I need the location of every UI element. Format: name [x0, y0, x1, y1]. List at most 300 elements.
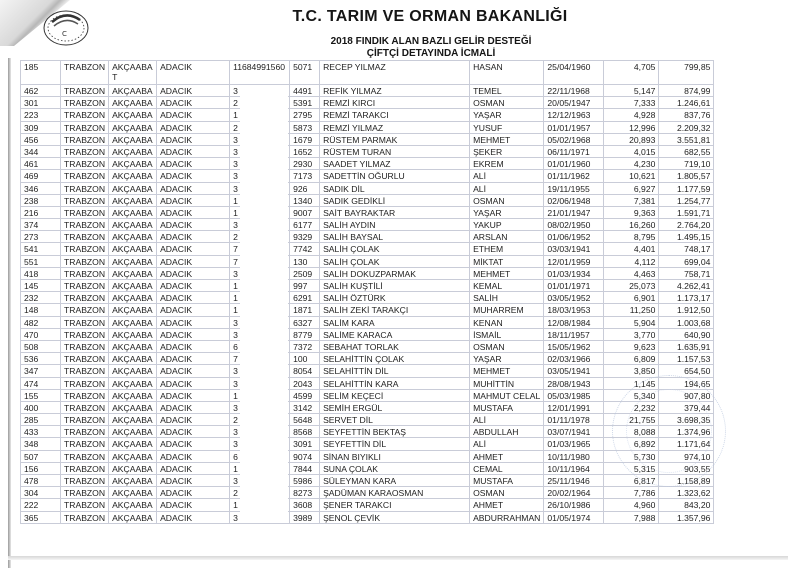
farmer-code-cell: 1679 — [290, 133, 320, 145]
farmer-code-cell: 100 — [290, 353, 320, 365]
id-number-cell: 3 — [230, 475, 290, 487]
village-cell: ADACIK — [157, 206, 230, 218]
province-cell: TRABZON — [61, 353, 109, 365]
id-number-cell: 2 — [230, 414, 290, 426]
table-row — [21, 426, 714, 438]
area-cell: 4,015 — [604, 145, 659, 157]
birth-date-cell: 03/05/1952 — [544, 292, 604, 304]
province-cell: TRABZON — [61, 194, 109, 206]
area-cell: 6,892 — [604, 438, 659, 450]
province-cell: TRABZON — [61, 206, 109, 218]
father-name-cell: ALİ — [470, 414, 544, 426]
province-cell: TRABZON — [61, 243, 109, 255]
row-number-cell: 374 — [21, 219, 61, 231]
farmer-code-cell: 9074 — [290, 450, 320, 462]
farmer-name-cell: SALİH AYDIN — [320, 219, 470, 231]
id-number-cell: 1 — [230, 206, 290, 218]
farmer-code-cell: 1871 — [290, 304, 320, 316]
payment-amount-cell: 699,04 — [659, 255, 714, 267]
father-name-cell: ABDULLAH — [470, 426, 544, 438]
district-cell: AKÇAABA — [109, 280, 157, 292]
subtitle-line-1: 2018 FINDIK ALAN BAZLI GELİR DESTEĞİ — [330, 36, 532, 47]
payment-amount-cell: 837,76 — [659, 109, 714, 121]
table-row — [21, 97, 714, 109]
district-cell: AKÇAABA — [109, 194, 157, 206]
village-cell: ADACIK — [157, 267, 230, 279]
province-cell: TRABZON — [61, 438, 109, 450]
payment-amount-cell: 1.173,17 — [659, 292, 714, 304]
table-row — [21, 475, 714, 487]
province-cell: TRABZON — [61, 170, 109, 182]
payment-amount-cell: 1.635,91 — [659, 340, 714, 352]
birth-date-cell: 03/03/1941 — [544, 243, 604, 255]
village-cell: ADACIK — [157, 401, 230, 413]
area-cell: 7,381 — [604, 194, 659, 206]
district-cell: AKÇAABA — [109, 414, 157, 426]
area-cell: 10,621 — [604, 170, 659, 182]
farmer-name-cell: SAADET YILMAZ — [320, 158, 470, 170]
province-cell: TRABZON — [61, 389, 109, 401]
seal-letter: C — [62, 30, 67, 38]
page-edge-bottom — [8, 556, 788, 560]
payment-amount-cell: 1.495,15 — [659, 231, 714, 243]
id-number-cell: 3 — [230, 328, 290, 340]
redacted-id-region — [240, 85, 288, 524]
table-row — [21, 511, 714, 523]
area-cell: 3,770 — [604, 328, 659, 340]
row-number-cell: 222 — [21, 499, 61, 511]
father-name-cell: OSMAN — [470, 340, 544, 352]
row-number-cell: 348 — [21, 438, 61, 450]
farmer-code-cell: 8568 — [290, 426, 320, 438]
farmer-name-cell: SÜLEYMAN KARA — [320, 475, 470, 487]
district-cell: AKÇAABA — [109, 170, 157, 182]
table-row — [21, 340, 714, 352]
farmer-code-cell: 3142 — [290, 401, 320, 413]
birth-date-cell: 12/08/1984 — [544, 316, 604, 328]
area-cell: 20,893 — [604, 133, 659, 145]
row-number-cell: 304 — [21, 487, 61, 499]
father-name-cell: KENAN — [470, 316, 544, 328]
farmer-name-cell: SALİH KUŞTİLİ — [320, 280, 470, 292]
district-cell: AKÇAABA — [109, 255, 157, 267]
village-cell: ADACIK — [157, 121, 230, 133]
area-cell: 4,928 — [604, 109, 659, 121]
table-row — [21, 243, 714, 255]
village-cell: ADACIK — [157, 158, 230, 170]
province-cell: TRABZON — [61, 511, 109, 523]
row-number-cell: 145 — [21, 280, 61, 292]
birth-date-cell: 03/07/1941 — [544, 426, 604, 438]
province-cell: TRABZON — [61, 280, 109, 292]
farmer-code-cell: 6177 — [290, 219, 320, 231]
row-number-cell: 301 — [21, 97, 61, 109]
district-cell: AKÇAABA — [109, 304, 157, 316]
payment-amount-cell: 1.171,64 — [659, 438, 714, 450]
village-cell: ADACIK — [157, 438, 230, 450]
province-cell: TRABZON — [61, 267, 109, 279]
birth-date-cell: 18/03/1953 — [544, 304, 604, 316]
payment-amount-cell: 1.003,68 — [659, 316, 714, 328]
table-row — [21, 377, 714, 389]
farmer-name-cell: SALİH ÖZTÜRK — [320, 292, 470, 304]
id-number-cell: 3 — [230, 377, 290, 389]
village-cell: ADACIK — [157, 219, 230, 231]
district-cell: AKÇAABA — [109, 475, 157, 487]
row-number-cell: 469 — [21, 170, 61, 182]
id-number-cell: 1 — [230, 109, 290, 121]
district-cell: AKÇAABA — [109, 426, 157, 438]
birth-date-cell: 28/08/1943 — [544, 377, 604, 389]
payment-amount-cell: 1.374,96 — [659, 426, 714, 438]
area-cell: 8,088 — [604, 426, 659, 438]
farmer-summary-table — [20, 60, 714, 524]
id-number-cell: 11684991560 — [230, 61, 290, 85]
village-cell: ADACIK — [157, 170, 230, 182]
farmer-code-cell: 926 — [290, 182, 320, 194]
farmer-name-cell: SELİM KEÇECİ — [320, 389, 470, 401]
table-row — [21, 170, 714, 182]
village-cell: ADACIK — [157, 145, 230, 157]
row-number-cell: 508 — [21, 340, 61, 352]
province-cell: TRABZON — [61, 328, 109, 340]
area-cell: 3,850 — [604, 365, 659, 377]
province-cell: TRABZON — [61, 340, 109, 352]
id-number-cell: 3 — [230, 133, 290, 145]
farmer-code-cell: 3989 — [290, 511, 320, 523]
farmer-name-cell: SALİH ÇOLAK — [320, 243, 470, 255]
birth-date-cell: 01/01/1971 — [544, 280, 604, 292]
id-number-cell: 1 — [230, 304, 290, 316]
farmer-name-cell: SADIK DİL — [320, 182, 470, 194]
farmer-name-cell: REFİK YILMAZ — [320, 85, 470, 97]
payment-amount-cell: 3.698,35 — [659, 414, 714, 426]
village-cell: ADACIK — [157, 304, 230, 316]
payment-amount-cell: 1.254,77 — [659, 194, 714, 206]
area-cell: 5,147 — [604, 85, 659, 97]
payment-amount-cell: 907,80 — [659, 389, 714, 401]
district-cell: AKÇAABA — [109, 401, 157, 413]
farmer-name-cell: ŞENOL ÇEVİK — [320, 511, 470, 523]
area-cell: 9,623 — [604, 340, 659, 352]
village-cell: ADACIK — [157, 85, 230, 97]
village-cell: ADACIK — [157, 487, 230, 499]
district-cell: AKÇAABA — [109, 340, 157, 352]
row-number-cell: 474 — [21, 377, 61, 389]
id-number-cell: 7 — [230, 255, 290, 267]
father-name-cell: MEHMET — [470, 365, 544, 377]
farmer-name-cell: REMZİ KIRCI — [320, 97, 470, 109]
farmer-code-cell: 1340 — [290, 194, 320, 206]
farmer-name-cell: SAİT BAYRAKTAR — [320, 206, 470, 218]
farmer-name-cell: SEYFETTİN BEKTAŞ — [320, 426, 470, 438]
birth-date-cell: 18/11/1957 — [544, 328, 604, 340]
id-number-cell: 7 — [230, 243, 290, 255]
payment-amount-cell: 1.177,59 — [659, 182, 714, 194]
payment-amount-cell: 1.591,71 — [659, 206, 714, 218]
district-cell: AKÇAABA — [109, 316, 157, 328]
area-cell: 21,755 — [604, 414, 659, 426]
province-cell: TRABZON — [61, 414, 109, 426]
farmer-code-cell: 2043 — [290, 377, 320, 389]
birth-date-cell: 01/06/1952 — [544, 231, 604, 243]
row-number-cell: 273 — [21, 231, 61, 243]
district-cell: AKÇAABA — [109, 438, 157, 450]
payment-amount-cell: 874,99 — [659, 85, 714, 97]
father-name-cell: AHMET — [470, 499, 544, 511]
district-cell: AKÇAABA — [109, 133, 157, 145]
table-row — [21, 292, 714, 304]
province-cell: TRABZON — [61, 255, 109, 267]
farmer-name-cell: RECEP YILMAZ — [320, 61, 470, 85]
table-row — [21, 231, 714, 243]
area-cell: 6,901 — [604, 292, 659, 304]
row-number-cell: 347 — [21, 365, 61, 377]
father-name-cell: ŞEKER — [470, 145, 544, 157]
father-name-cell: YAKUP — [470, 219, 544, 231]
area-cell: 9,363 — [604, 206, 659, 218]
farmer-code-cell: 7844 — [290, 462, 320, 474]
father-name-cell: HASAN — [470, 61, 544, 85]
table-row — [21, 316, 714, 328]
province-cell: TRABZON — [61, 316, 109, 328]
id-number-cell: 3 — [230, 182, 290, 194]
row-number-cell: 433 — [21, 426, 61, 438]
province-cell: TRABZON — [61, 145, 109, 157]
row-number-cell: 156 — [21, 462, 61, 474]
id-number-cell: 3 — [230, 365, 290, 377]
payment-amount-cell: 974,10 — [659, 450, 714, 462]
area-cell: 4,401 — [604, 243, 659, 255]
farmer-name-cell: SEYFETTİN DİL — [320, 438, 470, 450]
village-cell: ADACIK — [157, 243, 230, 255]
farmer-code-cell: 9007 — [290, 206, 320, 218]
id-number-cell: 2 — [230, 97, 290, 109]
area-cell: 1,145 — [604, 377, 659, 389]
village-cell: ADACIK — [157, 231, 230, 243]
province-cell: TRABZON — [61, 475, 109, 487]
table-row — [21, 365, 714, 377]
row-number-cell: 309 — [21, 121, 61, 133]
payment-amount-cell: 654,50 — [659, 365, 714, 377]
id-number-cell: 3 — [230, 511, 290, 523]
father-name-cell: MEHMET — [470, 267, 544, 279]
province-cell: TRABZON — [61, 133, 109, 145]
province-cell: TRABZON — [61, 219, 109, 231]
village-cell: ADACIK — [157, 328, 230, 340]
district-cell: AKÇAABA — [109, 353, 157, 365]
farmer-name-cell: SALİH ÇOLAK — [320, 255, 470, 267]
father-name-cell: ABDURRAHMAN — [470, 511, 544, 523]
row-number-cell: 456 — [21, 133, 61, 145]
area-cell: 6,817 — [604, 475, 659, 487]
id-number-cell: 1 — [230, 462, 290, 474]
farmer-code-cell: 7372 — [290, 340, 320, 352]
district-cell: AKÇAABA — [109, 97, 157, 109]
farmer-name-cell: SALİME KARACA — [320, 328, 470, 340]
row-number-cell: 536 — [21, 353, 61, 365]
district-cell: AKÇAABA — [109, 267, 157, 279]
district-cell: AKÇAABA — [109, 487, 157, 499]
village-cell: ADACIK — [157, 377, 230, 389]
row-number-cell: 478 — [21, 475, 61, 487]
birth-date-cell: 08/02/1950 — [544, 219, 604, 231]
birth-date-cell: 01/03/1965 — [544, 438, 604, 450]
birth-date-cell: 01/05/1974 — [544, 511, 604, 523]
id-number-cell: 2 — [230, 121, 290, 133]
father-name-cell: EKREM — [470, 158, 544, 170]
farmer-code-cell: 5391 — [290, 97, 320, 109]
district-cell: AKÇAABA — [109, 389, 157, 401]
father-name-cell: ALİ — [470, 182, 544, 194]
father-name-cell: ALİ — [470, 438, 544, 450]
area-cell: 4,705 — [604, 61, 659, 85]
farmer-name-cell: SALİH BAYSAL — [320, 231, 470, 243]
farmer-name-cell: RÜSTEM PARMAK — [320, 133, 470, 145]
id-number-cell: 3 — [230, 158, 290, 170]
area-cell: 25,073 — [604, 280, 659, 292]
row-number-cell: 461 — [21, 158, 61, 170]
area-cell: 16,260 — [604, 219, 659, 231]
id-number-cell: 1 — [230, 194, 290, 206]
table-row — [21, 462, 714, 474]
village-cell: ADACIK — [157, 109, 230, 121]
area-cell: 2,232 — [604, 401, 659, 413]
table-row — [21, 389, 714, 401]
payment-amount-cell: 719,10 — [659, 158, 714, 170]
district-cell: AKÇAABA — [109, 377, 157, 389]
birth-date-cell: 25/11/1946 — [544, 475, 604, 487]
district-cell: AKÇAABA — [109, 158, 157, 170]
farmer-code-cell: 7173 — [290, 170, 320, 182]
district-cell: AKÇAABA — [109, 231, 157, 243]
district-cell: AKÇAABA — [109, 145, 157, 157]
father-name-cell: MUHİTTİN — [470, 377, 544, 389]
table-row — [21, 158, 714, 170]
village-cell: ADACIK — [157, 426, 230, 438]
province-cell: TRABZON — [61, 292, 109, 304]
birth-date-cell: 02/06/1948 — [544, 194, 604, 206]
area-cell: 5,315 — [604, 462, 659, 474]
village-cell: ADACIK — [157, 97, 230, 109]
farmer-name-cell: SUNA ÇOLAK — [320, 462, 470, 474]
village-cell: ADACIK — [157, 353, 230, 365]
payment-amount-cell: 3.551,81 — [659, 133, 714, 145]
row-number-cell: 541 — [21, 243, 61, 255]
village-cell: ADACIK — [157, 475, 230, 487]
district-cell: AKÇAABA — [109, 450, 157, 462]
farmer-code-cell: 997 — [290, 280, 320, 292]
farmer-code-cell: 7742 — [290, 243, 320, 255]
table-row — [21, 304, 714, 316]
village-cell: ADACIK — [157, 462, 230, 474]
birth-date-cell: 01/03/1934 — [544, 267, 604, 279]
table-row — [21, 182, 714, 194]
father-name-cell: AHMET — [470, 450, 544, 462]
village-cell: ADACIK — [157, 280, 230, 292]
farmer-code-cell: 5648 — [290, 414, 320, 426]
father-name-cell: MAHMUT CELAL — [470, 389, 544, 401]
district-cell: AKÇAABA — [109, 109, 157, 121]
birth-date-cell: 19/11/1955 — [544, 182, 604, 194]
id-number-cell: 3 — [230, 219, 290, 231]
birth-date-cell: 12/01/1959 — [544, 255, 604, 267]
payment-amount-cell: 1.323,62 — [659, 487, 714, 499]
row-number-cell: 551 — [21, 255, 61, 267]
farmer-code-cell: 3091 — [290, 438, 320, 450]
district-cell: AKÇAABA — [109, 243, 157, 255]
district-cell: AKÇAABA — [109, 365, 157, 377]
table-row — [21, 85, 714, 97]
farmer-name-cell: SEBAHAT TORLAK — [320, 340, 470, 352]
farmer-code-cell: 6327 — [290, 316, 320, 328]
table-row — [21, 414, 714, 426]
farmer-code-cell: 4491 — [290, 85, 320, 97]
birth-date-cell: 25/04/1960 — [544, 61, 604, 85]
row-number-cell: 365 — [21, 511, 61, 523]
table-row — [21, 328, 714, 340]
area-cell: 5,340 — [604, 389, 659, 401]
father-name-cell: MİKTAT — [470, 255, 544, 267]
father-name-cell: YAŞAR — [470, 109, 544, 121]
father-name-cell: MEHMET — [470, 133, 544, 145]
row-number-cell: 482 — [21, 316, 61, 328]
father-name-cell: MUHARREM — [470, 304, 544, 316]
farmer-code-cell: 5873 — [290, 121, 320, 133]
birth-date-cell: 21/01/1947 — [544, 206, 604, 218]
father-name-cell: YAŞAR — [470, 353, 544, 365]
province-cell: TRABZON — [61, 499, 109, 511]
payment-amount-cell: 1.805,57 — [659, 170, 714, 182]
farmer-name-cell: SERVET DİL — [320, 414, 470, 426]
farmer-code-cell: 1652 — [290, 145, 320, 157]
payment-amount-cell: 758,71 — [659, 267, 714, 279]
payment-amount-cell: 640,90 — [659, 328, 714, 340]
farmer-code-cell: 8273 — [290, 487, 320, 499]
district-cell: AKÇAABA — [109, 121, 157, 133]
area-cell: 12,996 — [604, 121, 659, 133]
row-number-cell: 185 — [21, 61, 61, 85]
farmer-name-cell: RÜSTEM TURAN — [320, 145, 470, 157]
village-cell: ADACIK — [157, 511, 230, 523]
payment-amount-cell: 1.157,53 — [659, 353, 714, 365]
district-cell: AKÇAABA — [109, 511, 157, 523]
payment-amount-cell: 1.912,50 — [659, 304, 714, 316]
province-cell: TRABZON — [61, 182, 109, 194]
birth-date-cell: 26/10/1986 — [544, 499, 604, 511]
father-name-cell: ARSLAN — [470, 231, 544, 243]
payment-amount-cell: 194,65 — [659, 377, 714, 389]
page-subtitle — [0, 36, 800, 60]
birth-date-cell: 22/11/1968 — [544, 85, 604, 97]
table-row — [21, 438, 714, 450]
father-name-cell: CEMAL — [470, 462, 544, 474]
farmer-name-cell: SELAHİTTİN KARA — [320, 377, 470, 389]
payment-amount-cell: 4.262,41 — [659, 280, 714, 292]
village-cell: ADACIK — [157, 389, 230, 401]
birth-date-cell: 05/03/1985 — [544, 389, 604, 401]
farmer-name-cell: SİNAN BIYIKLI — [320, 450, 470, 462]
area-cell: 5,730 — [604, 450, 659, 462]
farmer-code-cell: 8779 — [290, 328, 320, 340]
row-number-cell: 400 — [21, 401, 61, 413]
id-number-cell: 3 — [230, 316, 290, 328]
farmer-code-cell: 2930 — [290, 158, 320, 170]
area-cell: 4,112 — [604, 255, 659, 267]
farmer-code-cell: 2795 — [290, 109, 320, 121]
table-row — [21, 267, 714, 279]
father-name-cell: OSMAN — [470, 194, 544, 206]
